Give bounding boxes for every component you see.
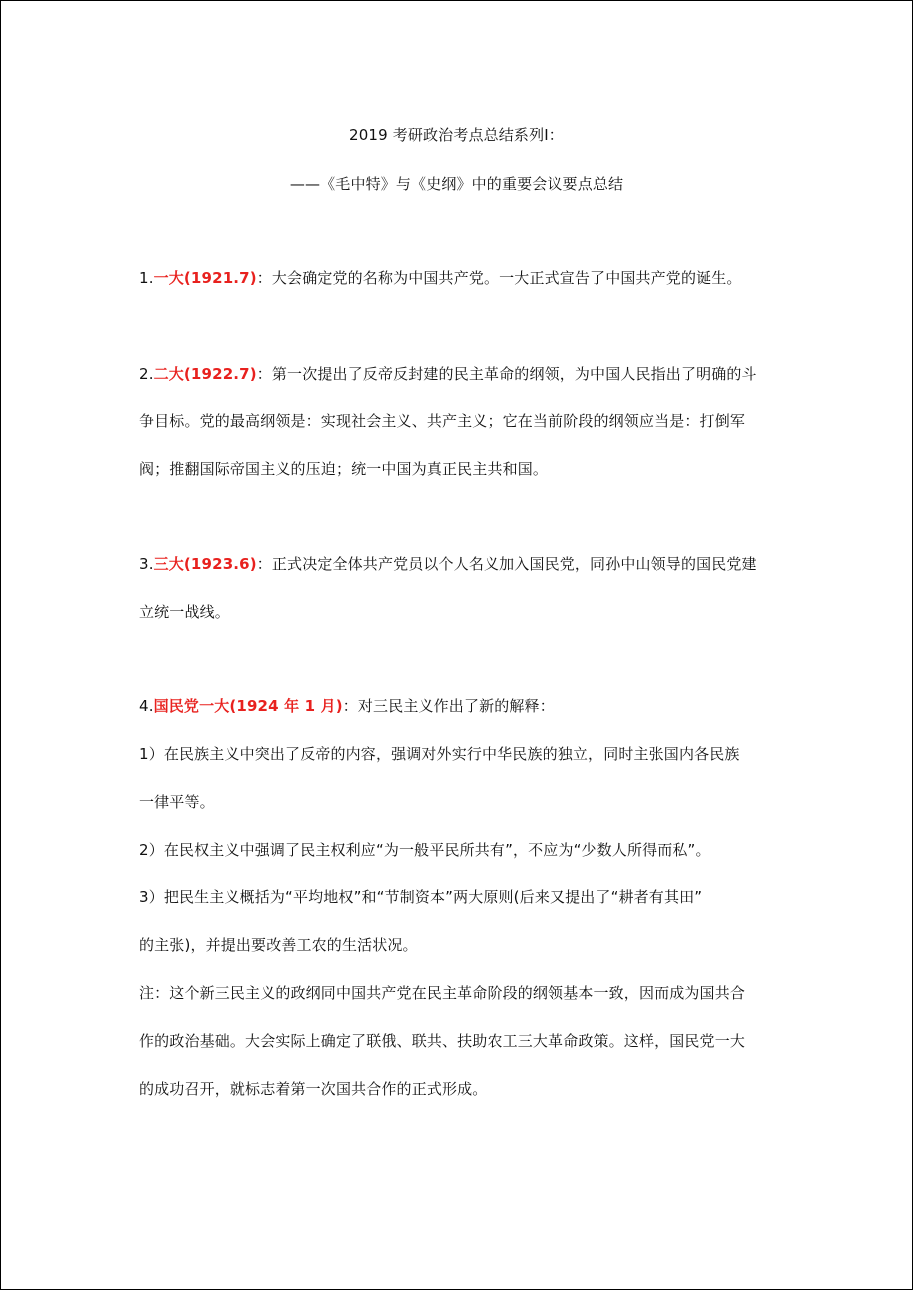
section-3-line-1 (139, 553, 779, 575)
section-1-text: 大会确定党的名称为中国共产党。一大正式宣告了中国共产党的诞生。 (271, 269, 742, 287)
section-2-heading: 二大(1922.7) (153, 365, 257, 383)
section-1-line-1 (139, 267, 779, 289)
section-3-line-2: 立统一战线。 (139, 603, 230, 621)
section-1-heading: 一大(1921.7) (153, 269, 257, 287)
section-3-separator: ： (256, 555, 272, 573)
section-4-line-8: 作的政治基础。大会实际上确定了联俄、联共、扶助农工三大革命政策。这样，国民党一大 (139, 1032, 746, 1050)
document-subtitle: ——《毛中特》与《史纲》中的重要会议要点总结 (289, 175, 624, 193)
section-4-line-5: 3）把民生主义概括为“平均地权”和“节制资本”两大原则(后来又提出了“耕者有其田” (139, 888, 703, 906)
section-4-heading: 国民党一大(1924 年 1 月) (153, 697, 343, 715)
section-2-number: 2. (139, 365, 154, 383)
section-4-line-7: 注：这个新三民主义的政纲同中国共产党在民主革命阶段的纲领基本一致，因而成为国共合 (139, 984, 746, 1002)
section-4-line-6: 的主张)，并提出要改善工农的生活状况。 (139, 936, 418, 954)
section-2-line-1 (139, 363, 779, 385)
section-2-text: 第一次提出了反帝反封建的民主革命的纲领，为中国人民指出了明确的斗 (271, 365, 757, 383)
section-3-text: 正式决定全体共产党员以个人名义加入国民党，同孙中山领导的国民党建 (271, 555, 757, 573)
section-4-number: 4. (139, 697, 154, 715)
section-1-separator: ： (256, 269, 272, 287)
section-3-heading: 三大(1923.6) (153, 555, 257, 573)
section-1-number: 1. (139, 269, 154, 287)
section-4-line-1 (139, 695, 779, 717)
section-4-line-2: 1）在民族主义中突出了反帝的内容，强调对外实行中华民族的独立，同时主张国内各民族 (139, 745, 740, 763)
section-4-line-9: 的成功召开，就标志着第一次国共合作的正式形成。 (139, 1080, 488, 1098)
document-title: 2019 考研政治考点总结系列Ⅰ： (349, 126, 564, 144)
section-4-text: 对三民主义作出了新的解释： (357, 697, 555, 715)
section-2-line-3: 阀；推翻国际帝国主义的压迫；统一中国为真正民主共和国。 (139, 460, 549, 478)
section-3-number: 3. (139, 555, 154, 573)
section-4-line-4: 2）在民权主义中强调了民主权利应“为一般平民所共有”，不应为“少数人所得而私”。 (139, 841, 711, 859)
section-4-line-3: 一律平等。 (139, 793, 215, 811)
section-4-separator: ： (342, 697, 358, 715)
section-2-line-2: 争目标。党的最高纲领是：实现社会主义、共产主义；它在当前阶段的纲领应当是：打倒军 (139, 412, 746, 430)
section-2-separator: ： (256, 365, 272, 383)
